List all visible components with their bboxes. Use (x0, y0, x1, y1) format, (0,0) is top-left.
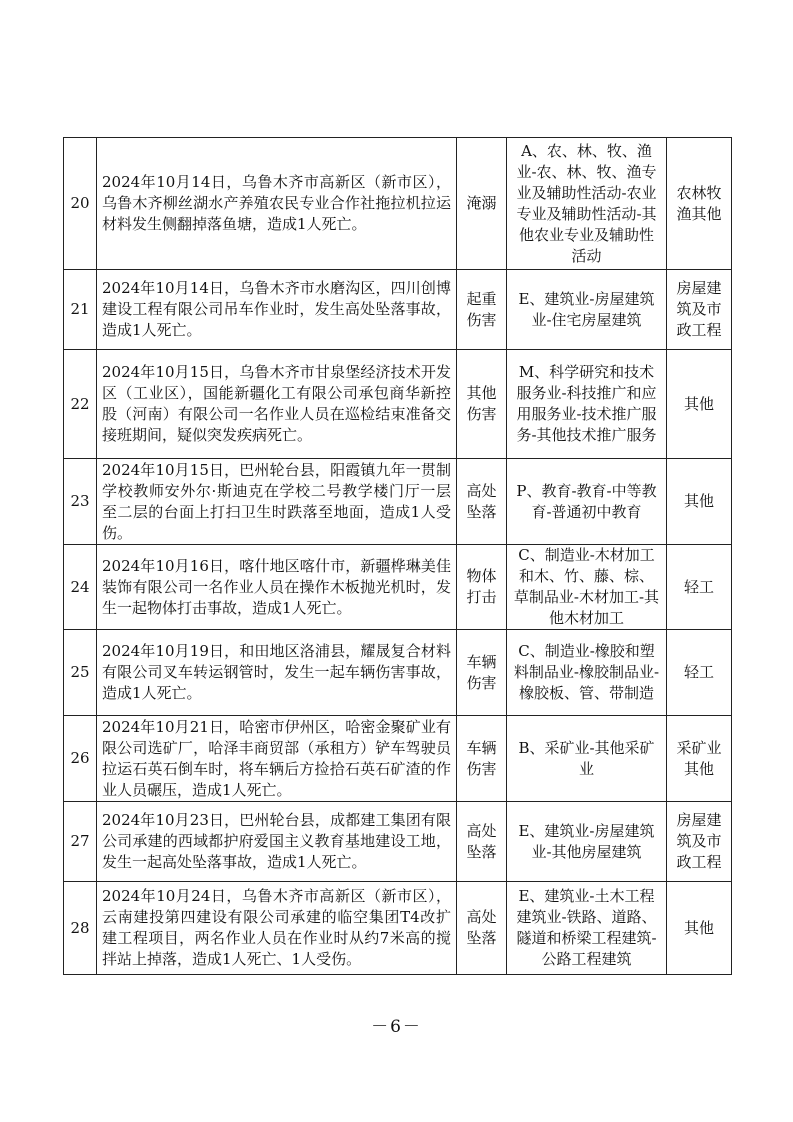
table-row (64, 138, 732, 270)
row-number: 21 (64, 270, 97, 350)
table-row (64, 350, 732, 459)
accident-table (63, 137, 732, 975)
row-description: 2024年10月16日，喀什地区喀什市，新疆桦琳美佳装饰有限公司一名作业人员在操作木板抛光机时，发生一起物体打击事故，造成1人死亡。 (97, 545, 457, 630)
row-category: 其他 (667, 882, 732, 975)
row-category: 轻工 (667, 630, 732, 716)
row-number: 22 (64, 350, 97, 459)
table-row (64, 630, 732, 716)
row-category: 其他 (667, 459, 732, 545)
row-industry: C、制造业-橡胶和塑料制品业-橡胶制品业-橡胶板、管、带制造 (507, 630, 667, 716)
row-industry: P、教育-教育-中等教育-普通初中教育 (507, 459, 667, 545)
row-description: 2024年10月23日，巴州轮台县，成都建工集团有限公司承建的西域都护府爱国主义教育基地建设工地，发生一起高处坠落事故，造成1人死亡。 (97, 802, 457, 882)
row-description: 2024年10月15日，巴州轮台县，阳霞镇九年一贯制学校教师安外尔·斯迪克在学校二号教学楼门厅一层至二层的台面上打扫卫生时跌落至地面，造成1人受伤。 (97, 459, 457, 545)
row-description: 2024年10月14日，乌鲁木齐市水磨沟区，四川创博建设工程有限公司吊车作业时，发生高处坠落事故，造成1人死亡。 (97, 270, 457, 350)
row-accident-type: 车辆伤害 (457, 716, 507, 802)
table-row (64, 545, 732, 630)
row-industry: B、采矿业-其他采矿业 (507, 716, 667, 802)
row-industry: E、建筑业-房屋建筑业-住宅房屋建筑 (507, 270, 667, 350)
row-accident-type: 高处坠落 (457, 882, 507, 975)
row-category: 采矿业其他 (667, 716, 732, 802)
row-number: 23 (64, 459, 97, 545)
table-row (64, 802, 732, 882)
row-accident-type: 物体打击 (457, 545, 507, 630)
row-accident-type: 起重伤害 (457, 270, 507, 350)
row-industry: E、建筑业-房屋建筑业-其他房屋建筑 (507, 802, 667, 882)
row-industry: M、科学研究和技术服务业-科技推广和应用服务业-技术推广服务-其他技术推广服务 (507, 350, 667, 459)
row-number: 24 (64, 545, 97, 630)
row-industry: C、制造业-木材加工和木、竹、藤、棕、草制品业-木材加工-其他木材加工 (507, 545, 667, 630)
row-number: 28 (64, 882, 97, 975)
row-number: 25 (64, 630, 97, 716)
table-row (64, 270, 732, 350)
accident-table-body (64, 138, 732, 975)
row-accident-type: 淹溺 (457, 138, 507, 270)
row-category: 房屋建筑及市政工程 (667, 802, 732, 882)
row-description: 2024年10月14日，乌鲁木齐市高新区（新市区），乌鲁木齐柳丝湖水产养殖农民专业合作社拖拉机拉运材料发生侧翻掉落鱼塘，造成1人死亡。 (97, 138, 457, 270)
row-description: 2024年10月19日，和田地区洛浦县，耀晟复合材料有限公司叉车转运钢管时，发生一起车辆伤害事故，造成1人死亡。 (97, 630, 457, 716)
page-number: －6－ (371, 1017, 422, 1037)
row-accident-type: 高处坠落 (457, 459, 507, 545)
row-industry: A、农、林、牧、渔业-农、林、牧、渔专业及辅助性活动-农业专业及辅助性活动-其他农业专业及辅助性活动 (507, 138, 667, 270)
row-accident-type: 其他伤害 (457, 350, 507, 459)
table-row (64, 716, 732, 802)
row-number: 27 (64, 802, 97, 882)
table-row (64, 882, 732, 975)
row-description: 2024年10月15日，乌鲁木齐市甘泉堡经济技术开发区（工业区），国能新疆化工有限公司承包商华新控股（河南）有限公司一名作业人员在巡检结束准备交接班期间，疑似突发疾病死亡。 (97, 350, 457, 459)
row-accident-type: 高处坠落 (457, 802, 507, 882)
row-category: 其他 (667, 350, 732, 459)
row-industry: E、建筑业-土木工程建筑业-铁路、道路、隧道和桥梁工程建筑-公路工程建筑 (507, 882, 667, 975)
table-row (64, 459, 732, 545)
row-number: 26 (64, 716, 97, 802)
row-category: 轻工 (667, 545, 732, 630)
row-accident-type: 车辆伤害 (457, 630, 507, 716)
row-description: 2024年10月24日，乌鲁木齐市高新区（新市区），云南建投第四建设有限公司承建的临空集团T4改扩建工程项目，两名作业人员在作业时从约7米高的搅拌站上掉落，造成1人死亡、1人受伤。 (97, 882, 457, 975)
row-description: 2024年10月21日，哈密市伊州区，哈密金聚矿业有限公司选矿厂，哈泽丰商贸部（承租方）铲车驾驶员拉运石英石倒车时，将车辆后方捡拾石英石矿渣的作业人员碾压，造成1人死亡。 (97, 716, 457, 802)
row-category: 农林牧渔其他 (667, 138, 732, 270)
row-category: 房屋建筑及市政工程 (667, 270, 732, 350)
row-number: 20 (64, 138, 97, 270)
